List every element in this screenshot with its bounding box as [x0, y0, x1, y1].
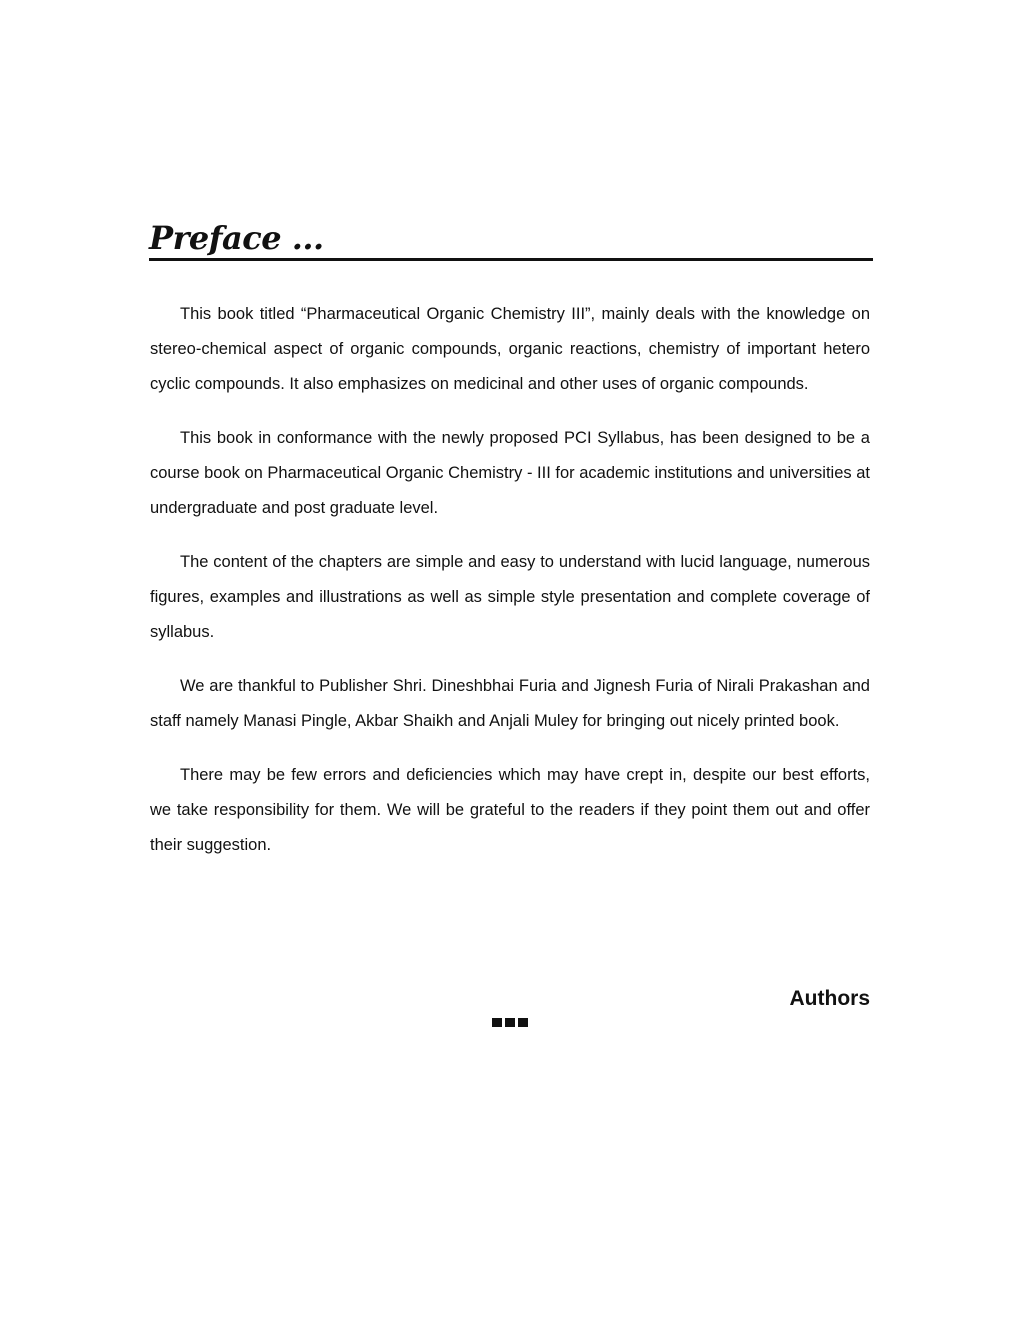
- page-title: Preface ...: [149, 219, 324, 257]
- paragraph-errors-note: There may be few errors and deficiencies which may have crept in, despite our best efforts, we take responsibility for them. We will be grateful to the readers if they point them out and offer their suggestion.: [150, 766, 870, 854]
- end-square-icon: [505, 1018, 515, 1027]
- paragraph-syllabus-conformance: This book in conformance with the newly proposed PCI Syllabus, has been designed to be a course book on Pharmaceutical Organic Chemistry - III for academic institutions and universities at undergraduate and post graduate level.: [150, 429, 870, 517]
- paragraph-content-style: The content of the chapters are simple and easy to understand with lucid language, numerous figures, examples and illustrations as well as simple style presentation and complete coverage of syllabus.: [150, 553, 870, 641]
- end-square-icon: [518, 1018, 528, 1027]
- paragraph-acknowledgements: We are thankful to Publisher Shri. Dineshbhai Furia and Jignesh Furia of Nirali Prakashan and staff namely Manasi Pingle, Akbar Shaikh and Anjali Muley for bringing out nicely printed book.: [150, 677, 870, 730]
- preface-body: [150, 297, 870, 882]
- preface-heading: [149, 212, 873, 261]
- authors-signature: Authors: [789, 987, 870, 1010]
- end-square-icon: [492, 1018, 502, 1027]
- paragraph-book-scope: This book titled “Pharmaceutical Organic Chemistry III”, mainly deals with the knowledge on stereo-chemical aspect of organic compounds, organic reactions, chemistry of important hetero cyclic compounds. It also emphasizes on medicinal and other uses of organic compounds.: [150, 305, 870, 393]
- end-of-section-marker: [492, 1018, 528, 1027]
